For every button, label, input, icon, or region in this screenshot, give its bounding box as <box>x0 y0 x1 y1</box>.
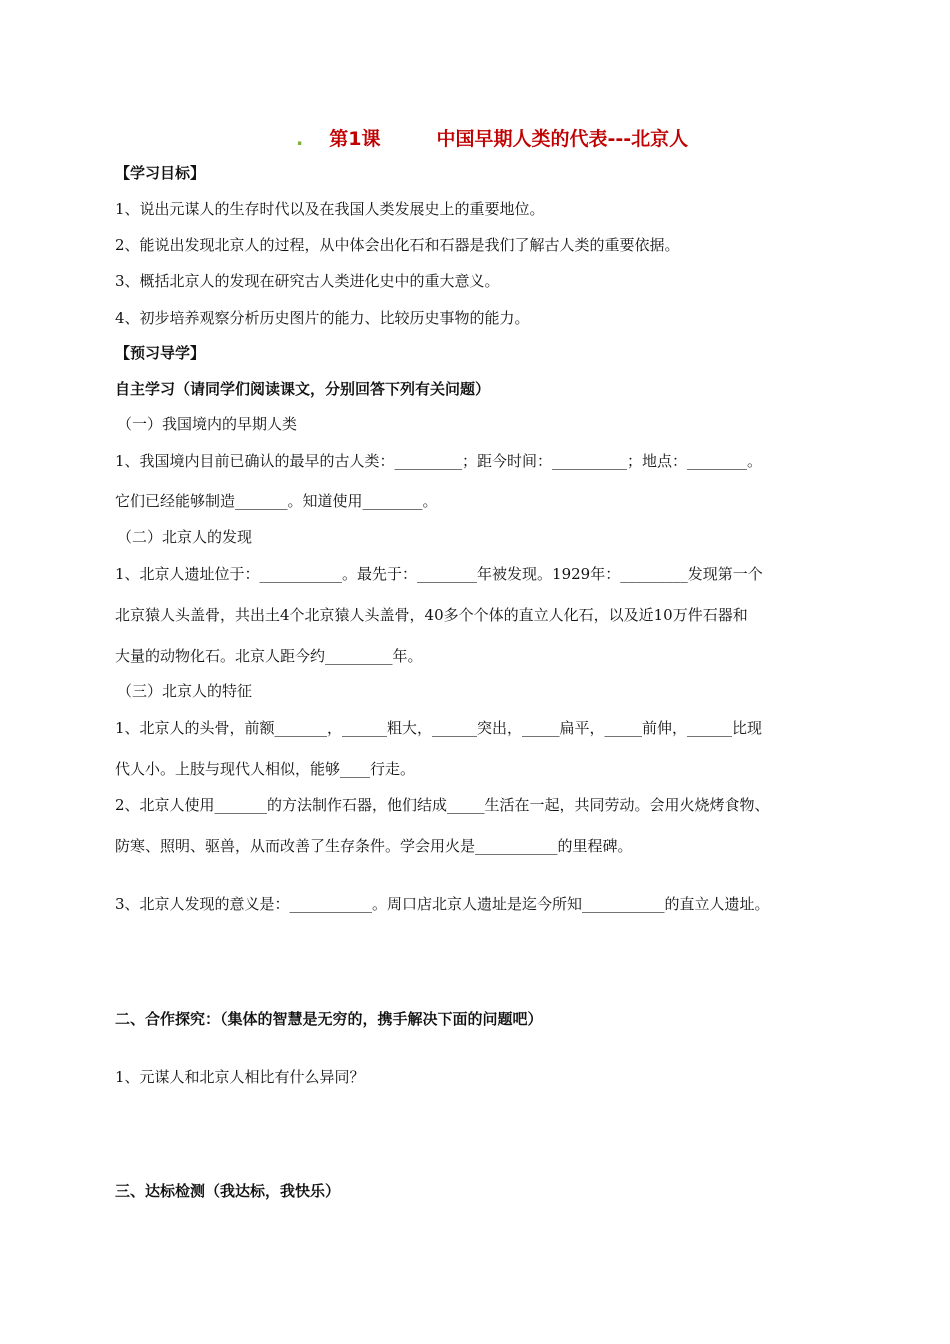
page-title <box>296 124 688 151</box>
question-line: 大量的动物化石。北京人距今约_________年。 <box>115 647 423 665</box>
objective-item: 3、概括北京人的发现在研究古人类进化史中的重大意义。 <box>115 272 500 290</box>
question-line: 防寒、照明、驱兽，从而改善了生存条件。学会用火是___________的里程碑。 <box>115 837 633 855</box>
assessment-heading: 三、达标检测（我达标，我快乐） <box>115 1182 341 1200</box>
question-line: 北京猿人头盖骨，共出土4个北京猿人头盖骨，40多个个体的直立人化石，以及近10万件石器和 <box>115 606 748 624</box>
section-title: （三）北京人的特征 <box>117 682 253 700</box>
section-title: （二）北京人的发现 <box>117 528 253 546</box>
question-line: 1、元谋人和北京人相比有什么异同？ <box>115 1068 365 1086</box>
question-line: 代人小。上肢与现代人相似，能够____行走。 <box>115 760 416 778</box>
question-line: 1、北京人的头骨，前额_______，______粗大，______突出，_____扁平，_____前伸，______比现 <box>115 719 763 737</box>
preview-heading: 【预习导学】 <box>115 344 206 362</box>
lesson-number: 第1课 <box>329 128 381 150</box>
question-line: 2、北京人使用_______的方法制作石器，他们结成_____生活在一起，共同劳动。会用火烧烤食物、 <box>115 796 770 814</box>
title-dot: . <box>296 128 304 150</box>
lesson-topic: 中国早期人类的代表---北京人 <box>436 128 689 150</box>
self-study-instruction: 自主学习（请同学们阅读课文，分别回答下列有关问题） <box>115 380 491 398</box>
question-line: 1、北京人遗址位于：___________。最先于：________年被发现。1929年：_________发现第一个 <box>115 565 763 583</box>
objective-item: 1、说出元谋人的生存时代以及在我国人类发展史上的重要地位。 <box>115 200 545 218</box>
section-title: （一）我国境内的早期人类 <box>117 415 298 433</box>
objective-item: 2、能说出发现北京人的过程，从中体会出化石和石器是我们了解古人类的重要依据。 <box>115 236 680 254</box>
question-line: 3、北京人发现的意义是：___________。周口店北京人遗址是迄今所知___________的直立人遗址。 <box>115 895 770 913</box>
cooperate-heading: 二、合作探究：（集体的智慧是无穷的，携手解决下面的问题吧） <box>115 1010 543 1028</box>
objectives-heading: 【学习目标】 <box>115 164 206 182</box>
question-line: 它们已经能够制造_______。知道使用________。 <box>115 492 438 510</box>
question-line: 1、我国境内目前已确认的最早的古人类：_________；距今时间：__________；地点：________。 <box>115 452 763 470</box>
objective-item: 4、初步培养观察分析历史图片的能力、比较历史事物的能力。 <box>115 309 530 327</box>
